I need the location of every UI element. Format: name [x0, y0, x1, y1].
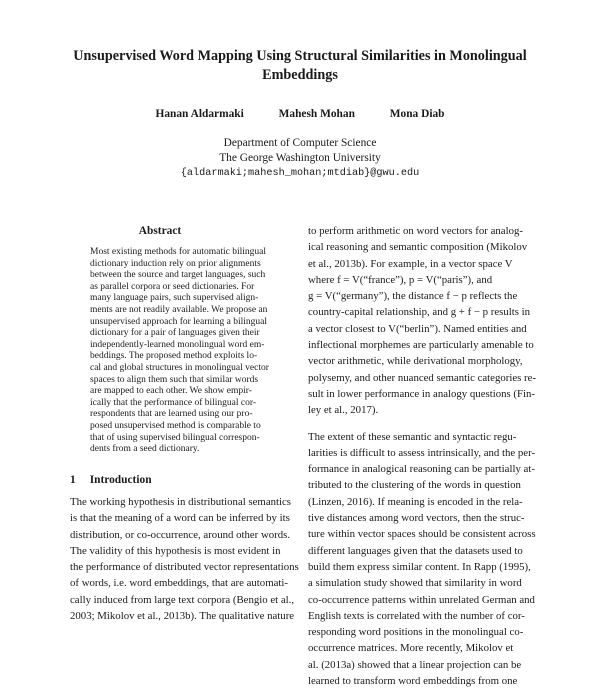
abstract-line: ments are not readily available. We propose an: [90, 304, 268, 315]
body-line: ical reasoning and semantic composition (Mikolov: [308, 241, 528, 254]
author-name: Mona Diab: [389, 108, 445, 120]
abstract-line: ically that the performance of bilingual cor-: [90, 397, 256, 408]
body-line: build them express similar content. In Rapp (1995),: [308, 560, 531, 573]
body-line: (Linzen, 2016). If meaning is encoded in the rela-: [308, 495, 523, 508]
body-line: vector arithmetic, while derivational morphology,: [308, 355, 523, 368]
body-line: a simulation study showed that similarity in word: [308, 577, 522, 590]
section-heading: [70, 474, 166, 486]
abstract-line: independently-learned monolingual word em-: [90, 339, 265, 350]
body-line: occurrence matrices. More recently, Mikolov et: [308, 642, 514, 655]
body-line: country-capital relationship, and g + f − p results in: [308, 306, 531, 319]
department: Department of Computer Science: [223, 137, 377, 149]
body-line: et al., 2013b). For example, in a vector space V: [308, 257, 513, 270]
abstract-line: posed unsupervised method is comparable to: [90, 420, 261, 431]
abstract-line: cal and global structures in monolingual vector: [90, 362, 269, 373]
body-line: The validity of this hypothesis is most evident in: [70, 544, 281, 557]
paragraph-gap: [308, 419, 534, 429]
body-line: to perform arithmetic on word vectors for analog-: [308, 225, 523, 237]
title-line: Embeddings: [262, 67, 338, 83]
body-line: the performance of distributed vector representations: [70, 561, 299, 574]
body-line: English texts is correlated with the number of cor-: [308, 609, 525, 622]
abstract-line: dents from a seed dictionary.: [90, 444, 200, 455]
body-line: polysemy, and other nuanced semantic categories re-: [308, 371, 537, 384]
author-name: Mahesh Mohan: [278, 108, 355, 120]
section-title: Introduction: [89, 474, 152, 486]
body-line: The working hypothesis in distributional semantics: [70, 496, 292, 508]
body-line: different languages given that the datasets used to: [308, 544, 523, 557]
body-line: g = V(“germany”), the distance f − p reflects the: [308, 290, 518, 303]
abstract-line: spaces to align them such that similar words: [90, 374, 259, 385]
abstract-line: dictionary induction rely on prior alignments: [90, 258, 261, 269]
abstract-line: as parallel corpora or seed dictionaries. For: [90, 281, 255, 292]
abstract-heading: Abstract: [138, 225, 182, 237]
right-column: [308, 223, 537, 689]
body-line: ture within vector spaces should be consistent across: [308, 528, 536, 541]
body-line: a vector closest to V(“berlin”). Named entities and: [308, 322, 527, 335]
title-line: Unsupervised Word Mapping Using Structural Similarities in Monolingual: [73, 48, 527, 64]
affiliation: [40, 136, 560, 181]
section-number: 1: [70, 474, 76, 486]
body-line: tributed to the clustering of the words in question: [308, 479, 521, 492]
university: The George Washington University: [219, 152, 381, 164]
author-list: [40, 108, 560, 120]
body-line: The extent of these semantic and syntactic regu-: [308, 430, 517, 443]
abstract-line: Most existing methods for automatic bilingual: [90, 247, 266, 257]
abstract-line: unsupervised approach for learning a bilingual: [90, 316, 268, 327]
body-line: of words, i.e. word embeddings, that are automati-: [70, 577, 288, 590]
abstract-line: are mapped to each other. We show empir-: [90, 386, 252, 397]
abstract-line: dictionary for a pair of languages given their: [90, 328, 260, 339]
body-line: inflectional morphemes are particularly amenable to: [308, 339, 534, 352]
body-line: distribution, or co-occurrence, around other words.: [70, 528, 291, 541]
abstract-line: between the source and target languages, such: [90, 270, 266, 281]
body-line: responding word positions in the monolingual co-: [308, 626, 524, 639]
body-line: sult in lower performance in analogy questions (Fin-: [308, 387, 535, 400]
body-line: learned to transform word embeddings from one: [308, 675, 518, 688]
body-line: al. (2013a) showed that a linear projection can be: [308, 658, 522, 671]
body-line: tive distances among word vectors, then the struc-: [308, 512, 525, 525]
body-line: formance in analogical reasoning can be partially at-: [308, 463, 535, 476]
abstract-line: beddings. The proposed method exploits lo-: [90, 351, 258, 362]
paper-title: [40, 47, 560, 85]
email-list: {aldarmaki;mahesh_mohan;mtdiab}@gwu.edu: [180, 168, 420, 179]
body-line: co-occurrence patterns within unrelated German and: [308, 593, 535, 606]
body-line: is that the meaning of a word can be inferred by its: [70, 512, 290, 525]
introduction-body: [70, 494, 299, 624]
author-name: Hanan Aldarmaki: [155, 108, 244, 120]
abstract-line: respondents that are learned using our pro-: [90, 409, 253, 420]
body-line: larities is difficult to assess intrinsically, and the per-: [308, 446, 536, 459]
abstract-line: many language pairs, such supervised align-: [90, 293, 259, 304]
body-line: 2003; Mikolov et al., 2013b). The qualitative nature: [70, 610, 295, 623]
body-line: where f = V(“france”), p = V(“paris”), and: [308, 273, 493, 286]
abstract-body: [90, 247, 269, 456]
abstract-line: that of using supervised bilingual correspon-: [90, 432, 260, 443]
body-line: ley et al., 2017).: [308, 404, 379, 417]
body-line: cally induced from large text corpora (Bengio et al.,: [70, 593, 295, 606]
